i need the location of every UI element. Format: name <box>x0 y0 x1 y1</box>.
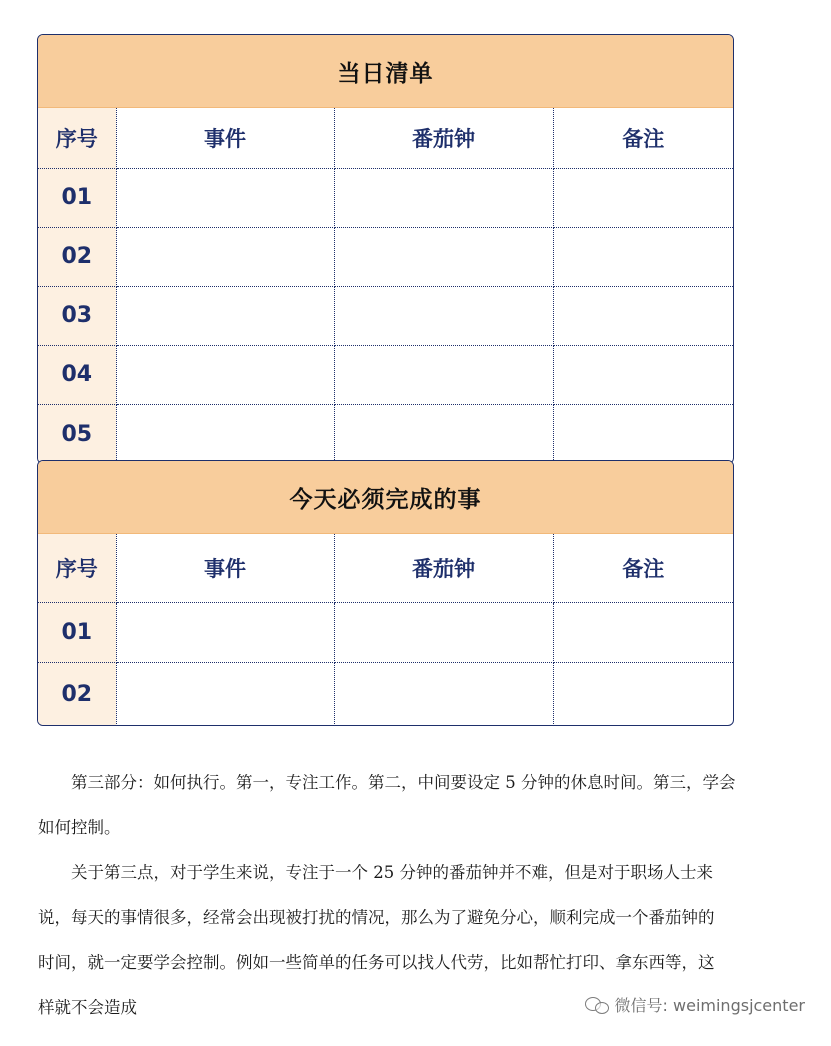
daily-list-card <box>37 34 734 464</box>
header-seq: 序号 <box>38 534 116 602</box>
must-do-table <box>38 534 733 726</box>
table-row <box>38 286 733 345</box>
row-number: 03 <box>38 286 116 345</box>
row-number: 04 <box>38 345 116 404</box>
header-pomodoro: 番茄钟 <box>334 534 553 602</box>
pomodoro-cell[interactable] <box>334 602 553 662</box>
note-cell[interactable] <box>553 662 733 726</box>
must-do-title: 今天必须完成的事 <box>38 461 733 534</box>
watermark-text: 微信号: weimingsjcenter <box>614 996 805 1015</box>
pomodoro-cell[interactable] <box>334 404 553 464</box>
note-cell[interactable] <box>553 286 733 345</box>
table-row <box>38 227 733 286</box>
paragraph-third-point: 关于第三点，对于学生来说，专注于一个 25 分钟的番茄钟并不难，但是对于职场人士来说，每天的事情很多，经常会出现被打扰的情况，那么为了避免分心，顺利完成一个番茄钟的时间，就一定要学会控制。例如一些简单的任务可以找人代劳，比如帮忙打印、拿东西等，这样就不会造成 <box>38 863 715 1017</box>
event-cell[interactable] <box>116 602 334 662</box>
header-event: 事件 <box>116 108 334 168</box>
event-cell[interactable] <box>116 227 334 286</box>
table-row <box>38 602 733 662</box>
table-row <box>38 662 733 726</box>
pomodoro-cell[interactable] <box>334 168 553 227</box>
row-number: 05 <box>38 404 116 464</box>
row-number: 02 <box>38 662 116 726</box>
pomodoro-cell[interactable] <box>334 286 553 345</box>
header-pomodoro: 番茄钟 <box>334 108 553 168</box>
table-row <box>38 345 733 404</box>
header-note: 备注 <box>553 534 733 602</box>
table-header-row <box>38 534 733 602</box>
header-seq: 序号 <box>38 108 116 168</box>
row-number: 01 <box>38 168 116 227</box>
daily-list-table <box>38 108 733 464</box>
pomodoro-cell[interactable] <box>334 662 553 726</box>
note-cell[interactable] <box>553 602 733 662</box>
table-row <box>38 404 733 464</box>
event-cell[interactable] <box>116 286 334 345</box>
pomodoro-cell[interactable] <box>334 345 553 404</box>
paragraph-how-to-execute: 第三部分：如何执行。第一，专注工作。第二，中间要设定 5 分钟的休息时间。第三，学会如何控制。 <box>38 773 736 837</box>
event-cell[interactable] <box>116 404 334 464</box>
event-cell[interactable] <box>116 345 334 404</box>
must-do-card <box>37 460 734 726</box>
header-note: 备注 <box>553 108 733 168</box>
table-row <box>38 168 733 227</box>
wechat-watermark <box>585 993 805 1016</box>
event-cell[interactable] <box>116 662 334 726</box>
pomodoro-cell[interactable] <box>334 227 553 286</box>
row-number: 01 <box>38 602 116 662</box>
note-cell[interactable] <box>553 345 733 404</box>
note-cell[interactable] <box>553 404 733 464</box>
header-event: 事件 <box>116 534 334 602</box>
note-cell[interactable] <box>553 168 733 227</box>
daily-list-title: 当日清单 <box>38 35 733 108</box>
note-cell[interactable] <box>553 227 733 286</box>
event-cell[interactable] <box>116 168 334 227</box>
table-header-row <box>38 108 733 168</box>
wechat-icon <box>585 995 609 1015</box>
row-number: 02 <box>38 227 116 286</box>
